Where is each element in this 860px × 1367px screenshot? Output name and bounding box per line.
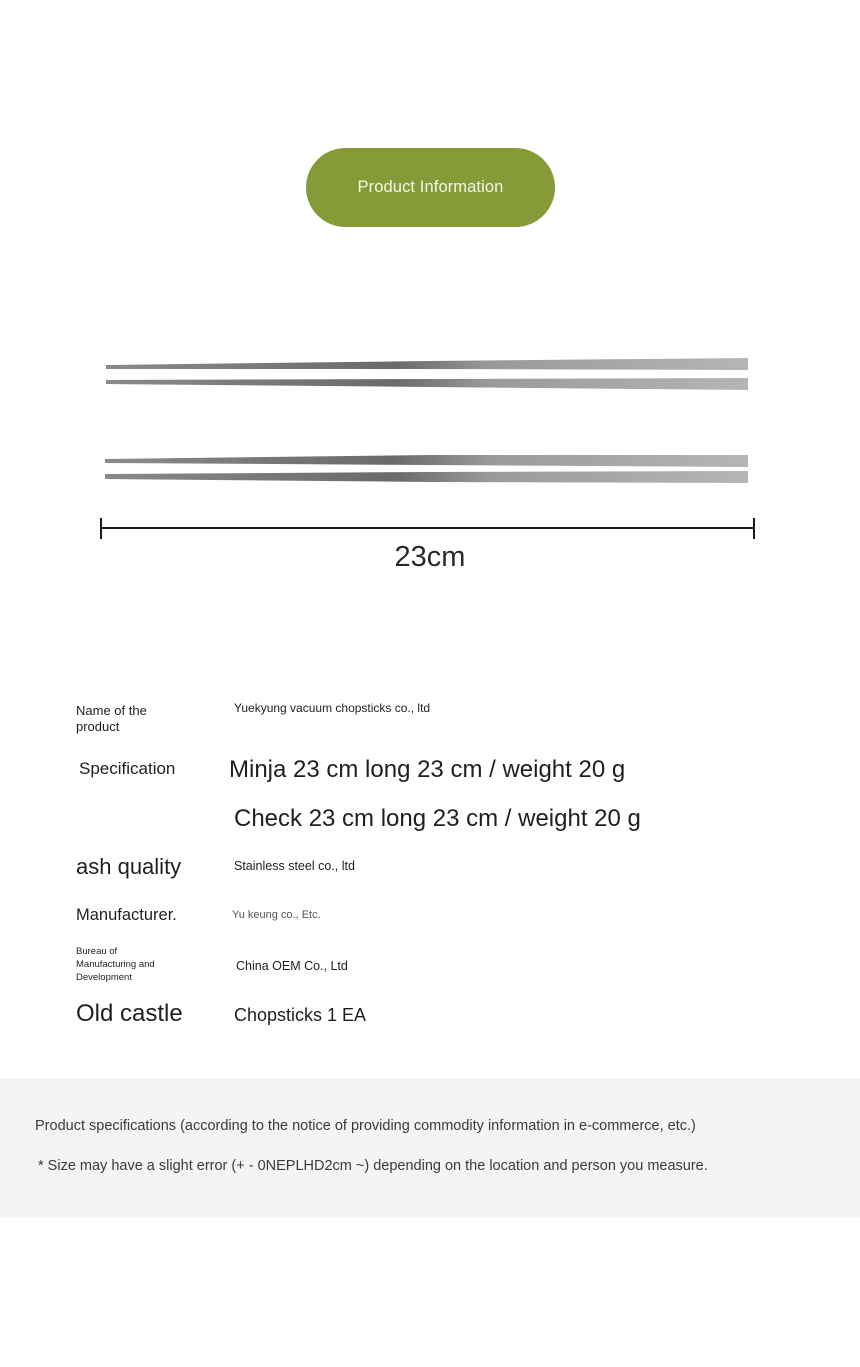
note-line-2: * Size may have a slight error (+ - 0NEPLHD2cm ~) depending on the location and person you measure. (38, 1158, 708, 1174)
chopstick-1b (106, 378, 748, 390)
notes-section (0, 1078, 860, 1217)
spec-label-specification: Specification (79, 759, 176, 778)
note-line-1: Product specifications (according to the notice of providing commodity information in e-commerce, etc.) (35, 1118, 696, 1134)
spec-value-specification-2: Check 23 cm long 23 cm / weight 20 g (234, 805, 641, 832)
measurement-line (101, 518, 754, 539)
spec-label-bureau: Bureau of Manufacturing and Development (76, 946, 155, 983)
spec-label-material: ash quality (76, 854, 182, 879)
chopstick-1a (106, 358, 748, 370)
spec-value-product-name: Yuekyung vacuum chopsticks co., ltd (234, 701, 431, 715)
product-information-badge (306, 148, 555, 227)
chopstick-2a (105, 455, 748, 467)
spec-value-bureau: China OEM Co., Ltd (236, 959, 348, 973)
spec-label-product-name: Name of the product (76, 703, 147, 734)
spec-value-specification-1: Minja 23 cm long 23 cm / weight 20 g (229, 756, 626, 783)
spec-value-origin: Chopsticks 1 EA (234, 1005, 367, 1025)
chopstick-2b (105, 471, 748, 483)
product-information-title: Product Information (357, 178, 504, 196)
measurement-label: 23cm (394, 541, 466, 573)
spec-label-manufacturer: Manufacturer. (76, 906, 177, 924)
spec-value-manufacturer: Yu keung co., Etc. (232, 909, 321, 921)
spec-label-origin: Old castle (76, 1000, 183, 1027)
spec-value-material: Stainless steel co., ltd (234, 859, 355, 873)
